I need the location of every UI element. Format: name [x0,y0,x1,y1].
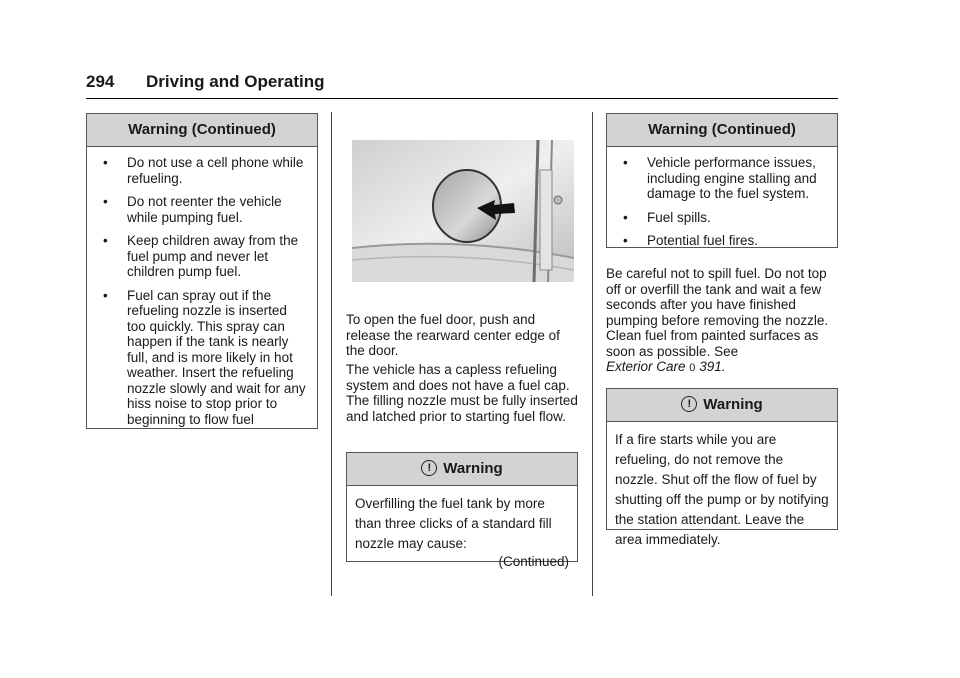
bullet-dot: • [623,233,628,248]
list-item: • Do not reenter the vehicle while pumping fuel. [103,194,282,225]
spill-caution-paragraph: Be careful not to spill fuel. Do not top off or overfill the tank and wait a few seconds after you have finished pumping before removing the nozzle. Clean fuel from painted surfaces as soon as possible. See Exterior Care 0 391. [606,266,829,374]
exterior-care-link[interactable]: Exterior Care [606,359,686,374]
warning-icon: ! [681,396,697,412]
bullet-dot: • [623,155,628,170]
list-item: • Keep children away from the fuel pump and never let children pump fuel. [103,233,299,279]
bullet-dot: • [623,209,628,225]
fire-warning-box [606,388,838,547]
right-warning-heading: Warning (Continued) [607,114,837,147]
fuel-door-instruction: To open the fuel door, push and release the rearward center edge of the door. [346,312,560,358]
middle-warning-heading: ! Warning [347,453,577,486]
right-warning-box [606,113,838,248]
page-header [86,70,838,99]
middle-warning-box [346,452,578,569]
column-divider-left [331,112,332,596]
bullet-dot: • [103,194,108,209]
right-warning-list [607,147,837,249]
left-warning-box [86,113,318,429]
warning-icon: ! [421,460,437,476]
left-warning-heading: Warning (Continued) [87,114,317,147]
left-warning-list [87,147,317,427]
page-number: 294 [86,72,115,91]
fire-warning-heading: ! Warning [607,389,837,422]
page-reference[interactable]: 391. [699,359,726,374]
list-item: • Fuel spills. [623,209,711,225]
fire-warning-body: If a fire starts while you are refueling, do not remove the nozzle. Shut off the flow of fuel by shutting off the pump or by notifying the station attendant. Leave the area immediately. [615,432,829,547]
page-reference-icon: 0 [689,362,696,374]
page-title: Driving and Operating [146,72,325,91]
bullet-dot: • [103,233,108,248]
fuel-door-illustration-icon [352,140,574,282]
list-item: • Fuel can spray out if the refueling nozzle is inserted too quickly. This spray can happen if the tank is nearly full, and is more likely in hot weather. Insert the refueling nozzle slowly and wait for any hiss noise to stop prior to beginning to flow fuel [103,287,306,427]
bullet-dot: • [103,155,108,170]
fuel-door-figure [352,140,574,282]
middle-warning-body: Overfilling the fuel tank by more than three clicks of a standard fill nozzle may cause: (Continued) [347,486,577,580]
capless-system-paragraph: The vehicle has a capless refueling system and does not have a fuel cap. The filling nozzle must be fully inserted and latched prior to starting fuel flow. [346,362,578,424]
continued-label: (Continued) [498,554,569,569]
list-item: • Do not use a cell phone while refueling. [103,155,304,186]
column-divider-right [592,112,593,596]
list-item: • Vehicle performance issues, including engine stalling and damage to the fuel system. [623,155,817,201]
list-item: • Potential fuel fires. [623,233,759,248]
bullet-dot: • [103,287,108,303]
